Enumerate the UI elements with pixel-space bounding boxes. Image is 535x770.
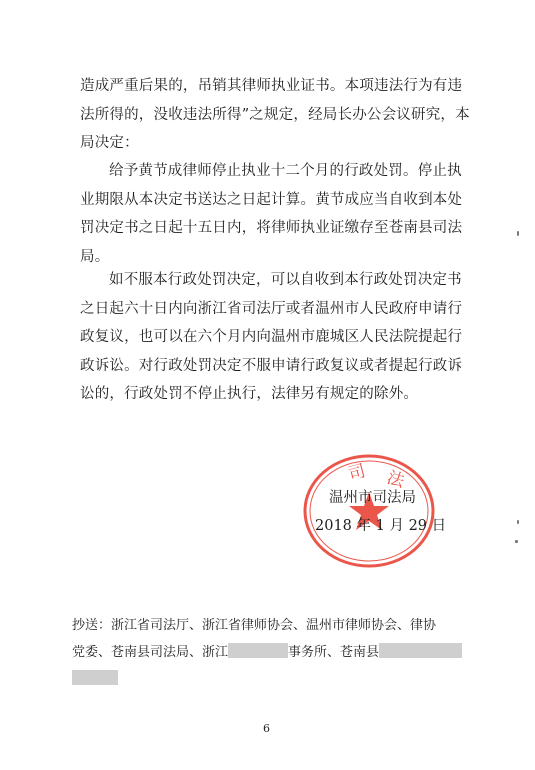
scan-speck	[517, 231, 519, 236]
cc-line-3	[72, 666, 467, 693]
page-number: 6	[263, 722, 270, 735]
body-paragraph-3: 如不服本行政处罚决定，可以自收到本行政处罚决定书之日起六十日内向浙江省司法厅或者温州市人民政府申请行政复议，也可以在六个月内向温州市鹿城区人民法院提起行政诉讼。对行政处罚决定不服申请行政复议或者提起行政诉讼的，行政处罚不停止执行，法律另有规定的除外。	[80, 272, 463, 402]
cc-line-2	[72, 639, 467, 666]
scan-speck	[517, 520, 519, 524]
official-seal	[300, 452, 438, 570]
body-paragraph-2: 给予黄节成律师停止执业十二个月的行政处罚。停止执业期限从本决定书送达之日起计算。黄节成应当自收到本处罚决定书之日起十五日内，将律师执业证缴存至苍南县司法局。	[80, 163, 463, 265]
issue-date: 2018 年 1 月 29 日	[315, 518, 447, 534]
cc-line-1: 抄送：浙江省司法厅、浙江省律师协会、温州市律师协会、律协	[72, 618, 437, 633]
redaction-block	[228, 643, 288, 658]
scan-speck	[515, 540, 518, 543]
cc-line-2-mid: 事务所、苍南县	[288, 645, 380, 660]
redaction-block	[379, 643, 462, 658]
cc-list	[72, 612, 467, 693]
seal-char-2: 法	[384, 467, 407, 493]
redaction-block	[72, 670, 118, 685]
issuing-authority: 温州市司法局	[329, 490, 416, 506]
seal-char-1: 司	[346, 461, 368, 485]
body-paragraph-1: 造成严重后果的，吊销其律师执业证书。本项违法行为有违法所得的，没收违法所得”之规定，经局长办公会议研究，本局决定：	[80, 78, 470, 151]
cc-line-2-start: 党委、苍南县司法局、浙江	[72, 645, 229, 660]
